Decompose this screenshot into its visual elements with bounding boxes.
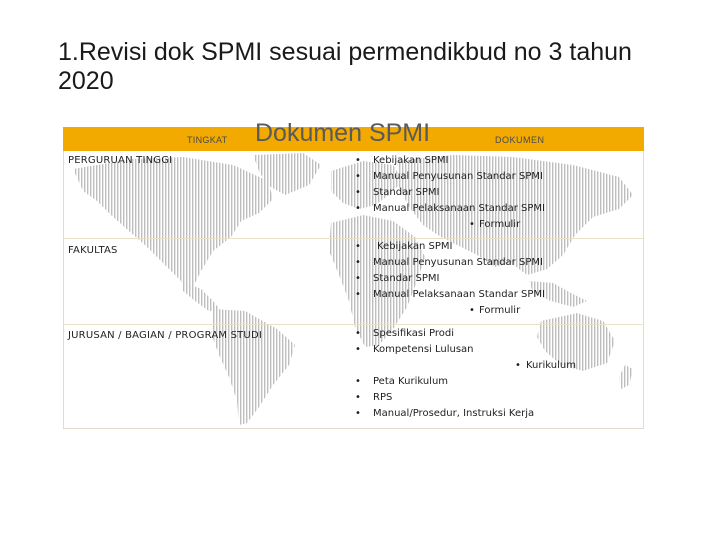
row-divider [63, 324, 644, 325]
level-perguruan-tinggi: PERGURUAN TINGGI [68, 155, 173, 166]
slide-title: 1.Revisi dok SPMI sesuai permendikbud no 3 tahun 2020 [58, 38, 632, 95]
spmi-table: TINGKAT Dokumen SPMI DOKUMEN PERGURUAN TINGGI • Kebijakan SPMI • Manual Penyusunan Standar SPMI • Standar SPMI • Manual Pelaksanaan Standar SPMI • Formulir FAKULTAS • Kebijakan SPMI • Manual Penyusunan Standar SPMI • Standar SPMI • Manual Pelaksanaan Standar SPMI • Formulir JURUSAN / BAGIAN / PROGRAM STUDI • Spesifikasi Prodi • Kompetensi Lulusan • Kurikulum • Peta Kurikulum • RPS • Manual/Prosedur, Instruksi Kerja [63, 127, 644, 429]
table-frame [63, 151, 644, 429]
header-tingkat: TINGKAT [187, 135, 228, 145]
level-fakultas: FAKULTAS [68, 245, 118, 256]
level-jurusan-bagian-prodi: JURUSAN / BAGIAN / PROGRAM STUDI [68, 330, 263, 341]
table-header [63, 119, 644, 151]
header-dokumen: DOKUMEN [495, 135, 545, 145]
row-divider [63, 238, 644, 239]
header-dokumen-spmi: Dokumen SPMI [255, 119, 431, 147]
